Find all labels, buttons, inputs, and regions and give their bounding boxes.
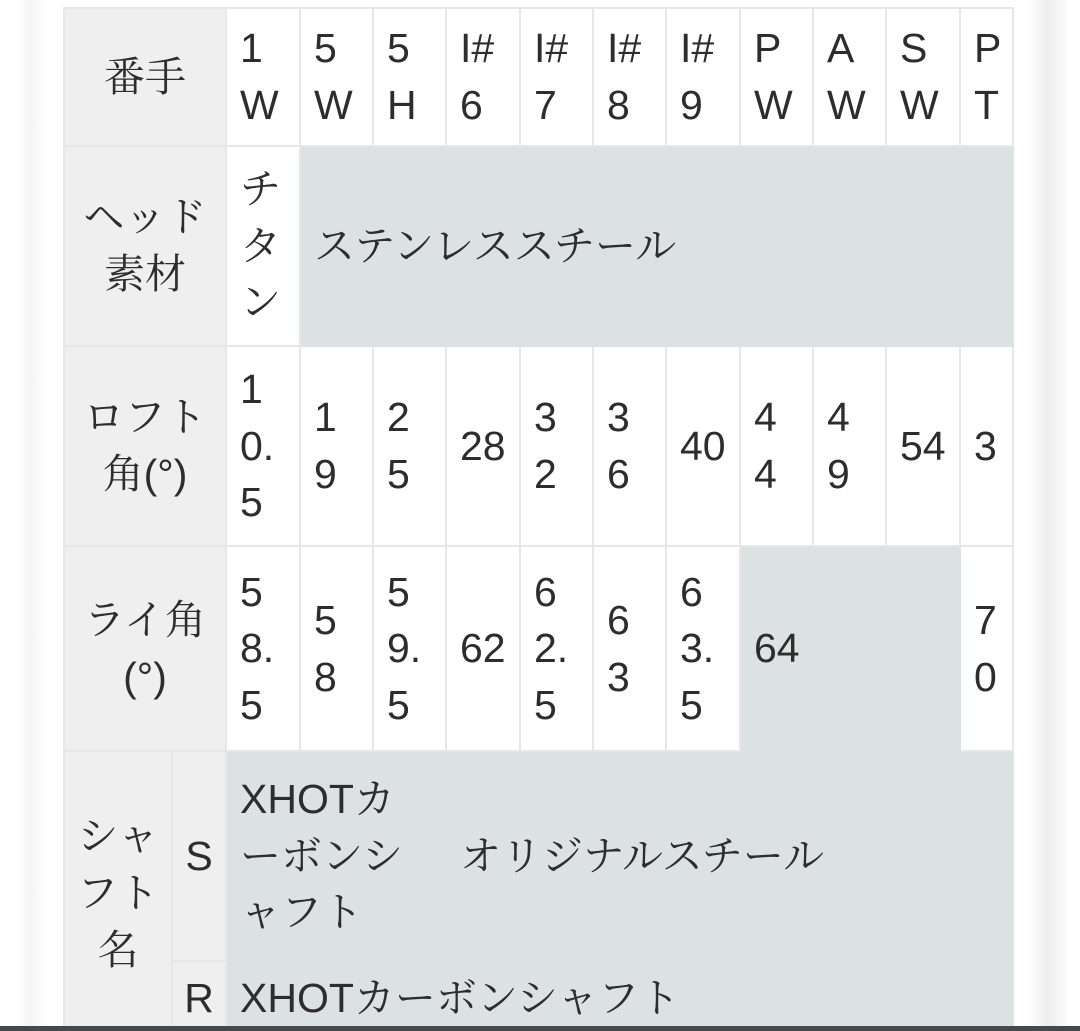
club-sw: SW: [886, 8, 960, 146]
loft-i8: 36: [593, 346, 666, 546]
shaft-name-label: シャフト名: [64, 751, 172, 1031]
club-i9: I#9: [666, 8, 740, 146]
shaft-s-row: [64, 751, 1013, 961]
loft-pw: 44: [740, 346, 813, 546]
club-i8: I#8: [593, 8, 666, 146]
club-1w: 1W: [226, 8, 300, 146]
lie-1w: 58.5: [226, 546, 300, 751]
loft-i6: 28: [446, 346, 520, 546]
loft-pt: 3: [960, 346, 1013, 546]
loft-5h: 25: [373, 346, 446, 546]
loft-i9: 40: [666, 346, 740, 546]
lie-i7: 62.5: [520, 546, 593, 751]
lie-5h: 59.5: [373, 546, 446, 751]
club-number-label: 番手: [64, 8, 226, 146]
spec-table-container: [63, 7, 1014, 1031]
club-pt: PT: [960, 8, 1013, 146]
club-number-row: [64, 8, 1013, 146]
loft-i7: 32: [520, 346, 593, 546]
loft-angle-row: [64, 346, 1013, 546]
loft-sw: 54: [886, 346, 960, 546]
head-material-row: [64, 146, 1013, 346]
shaft-s-woods: XHOTカーボンシャフト: [226, 751, 446, 961]
club-5h: 5H: [373, 8, 446, 146]
lie-angle-row: [64, 546, 1013, 751]
loft-angle-label: ロフト角(°): [64, 346, 226, 546]
loft-5w: 19: [300, 346, 373, 546]
lie-wedges: 64: [740, 546, 960, 751]
club-aw: AW: [813, 8, 886, 146]
club-pw: PW: [740, 8, 813, 146]
shaft-r-row: [64, 961, 1013, 1031]
golf-club-spec-table: [63, 7, 1014, 1031]
page-right-edge-shade: [1028, 0, 1068, 1031]
head-material-stainless: ステンレススチール: [300, 146, 1013, 346]
club-5w: 5W: [300, 8, 373, 146]
shaft-r-flex-label: R: [172, 961, 226, 1031]
loft-1w: 10.5: [226, 346, 300, 546]
lie-i6: 62: [446, 546, 520, 751]
lie-5w: 58: [300, 546, 373, 751]
club-i7: I#7: [520, 8, 593, 146]
head-material-titanium: チタン: [226, 146, 300, 346]
shaft-s-irons: オリジナルスチール: [446, 751, 1013, 961]
club-i6: I#6: [446, 8, 520, 146]
shaft-r-all: XHOTカーボンシャフト: [226, 961, 1013, 1031]
loft-aw: 49: [813, 346, 886, 546]
lie-i9: 63.5: [666, 546, 740, 751]
head-material-label: ヘッド素材: [64, 146, 226, 346]
shaft-s-flex-label: S: [172, 751, 226, 961]
page-left-edge-shade: [16, 0, 46, 1031]
lie-i8: 63: [593, 546, 666, 751]
lie-angle-label: ライ角(°): [64, 546, 226, 751]
lie-pt: 70: [960, 546, 1013, 751]
image-bottom-edge-bar: [0, 1026, 1080, 1031]
